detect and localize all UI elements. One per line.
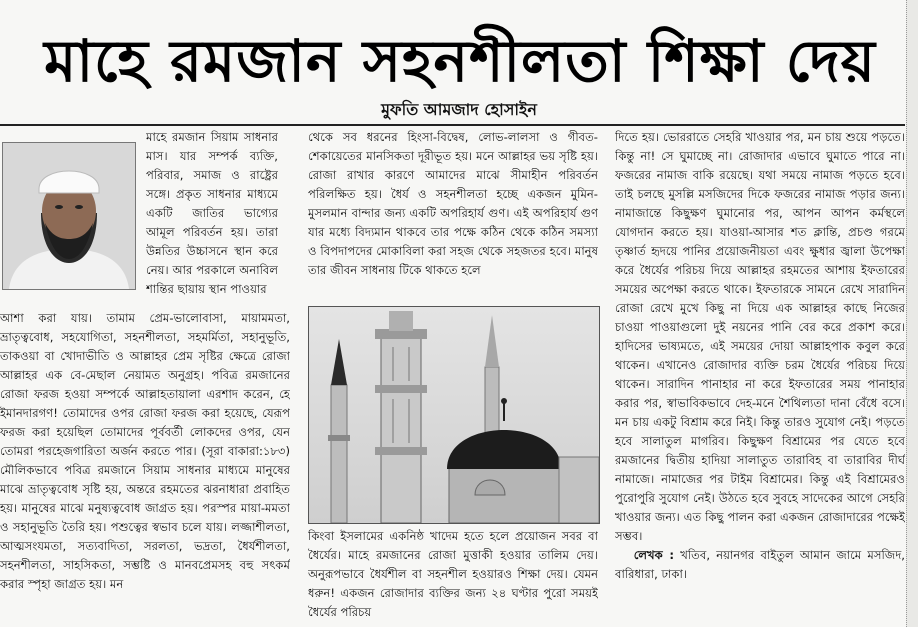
column-2-top-text: থেকে সব ধরনের হিংসা-বিদ্বেষ, লোভ-লালসা ও গীবত-শেকায়েতের মানসিকতা দূরীভূত হয়। মনে আল্লাহর ভয় সৃষ্টি হয়। রোজা রাখার কারণে আমাদের মাঝে সীমাহীন পরিবর্তন পরিলক্ষিত হয়। ধৈর্য ও সহনশীলতা হচ্ছে একজন মুমিন-মুসলমান বান্দার জন্য একটি অপরিহার্য গুণ। এই অপরিহার্য গুণ যার মধ্যে বিদ্যমান থাকবে তার পক্ষে কঠিন থেকে কঠিন সমস্যা ও বিপদাপদের মোকাবিলা করা সহজ থেকে সহজতর হবে। মানুষ তার জীবন সাধনায় টিকে থাকতে হলে (308, 130, 598, 277)
column-2-bottom-text: কিংবা ইসলামের একনিষ্ঠ খাদেম হতে হলে প্রয়োজন সবর বা ধৈর্যের। মাহে রমজানের রোজা মুত্তাকী হওয়ার তালিম দেয়। অনুরূপভাবে ধৈর্যশীল বা সহনশীল হওয়ারও শিক্ষা দেয়। যেমন ধরুন! একজন রোজাদার ব্যক্তির জন্য ২৪ ঘণ্টার পুরো সময়ই ধৈর্যের পরিচয় (308, 529, 598, 619)
header-rule (0, 124, 905, 126)
mosque-photo (308, 306, 600, 524)
headline: মাহে রমজান সহনশীলতা শিক্ষা দেয় (44, 27, 876, 95)
column-1-bottom-text: আশা করা যায়। তামাম প্রেম-ভালোবাসা, মায়ামমতা, ভ্রাতৃত্ববোধ, সহযোগিতা, সহনশীলতা, সহমর্মিতা, সহানুভূতি, তাকওয়া বা খোদাভীতি ও আল্লাহর প্রেম সৃষ্টির ক্ষেত্রে রোজা আল্লাহর এক বে-মেছাল নেয়ামত অনুগ্রহ। পবিত্র রমজানের রোজা ফরজ হওয়া সম্পর্কে আল্লাহতায়ালা এরশাদ করেন, হে ইমানদারগণ! তোমাদের ওপর রোজা ফরজ করা হয়েছে, যেরূপ ফরজ করা হয়েছিল তোমাদের পূর্ববর্তী লোকদের ওপর, যেন তোমরা পরহেজগারিতা অর্জন করতে পার। (সূরা বাকারা:১৮৩) মৌলিকভাবে পবিত্র রমজানে সিয়াম সাধনার মাধ্যমে মানুষের মাঝে ভ্রাতৃত্ববোধ সৃষ্টি হয়, অন্তরে রহমতের ঝরনাধারা প্রবাহিত হয়। মানুষের মাঝে মনুষ্যত্ববোধ জাগ্রত হয়। পরস্পর মায়া-মমতা ও সহানুভূতি তৈরি হয়। পশুত্বের স্বভাব চলে যায়। লজ্জাশীলতা, আত্মসংযমতা, সত্যবাদিতা, সরলতা, ভদ্রতা, ধৈর্যশীলতা, সহনশীলতা, সাহসিকতা, সম্ভষ্টি ও মানবপ্রেমসহ বহু সৎকর্ম করার স্পৃহা জাগ্রত হয়। মন (0, 311, 290, 591)
column-2-top (308, 128, 598, 300)
column-1-top (146, 128, 278, 303)
column-1-bottom (0, 309, 290, 627)
author-note (615, 546, 905, 584)
column-1-top-text: মাহে রমজান সিয়াম সাধনার মাস। যার সম্পর্ক ব্যক্তি, পরিবার, সমাজ ও রাষ্ট্রের সঙ্গে। প্রকৃত সাধনার মাধ্যমে একটি জাতির ভাগ্যের আমূল পরিবর্তন হয়। তারা উন্নতির উচ্চাসনে স্থান করে নেয়। আর পরকালে অনাবিল শান্তির ছায়ায় স্থান পাওয়ার (146, 130, 278, 296)
author-photo (2, 142, 136, 290)
author-info: খতিব, নয়ানগর বাইতুল আমান জামে মসজিদ, বারিধারা, ঢাকা। (615, 548, 905, 581)
page-edge (906, 0, 918, 627)
column-3-text: দিতে হয়। ভোররাতে সেহরি খাওয়ার পর, মন চায় শুয়ে পড়তে। কিন্তু না! সে ঘুমাচ্ছে না। রোজাদার এভাবে ঘুমাতে পারে না। ফজরের নামাজ বাকি রয়েছে। যথা সময়ে নামাজ পড়তে হবে। তাই চলছে মুসল্লি মসজিদের দিকে ফজরের নামাজ পড়ার জন্য। নামাজান্তে কিছুক্ষণ ঘুমানোর পর, আপন আপন কর্মস্থলে যোগদান করতে হয়। যাওয়া-আসার শত ক্লান্তি, প্রচণ্ড গরমে তৃষ্ণার্ত হৃদয়ে পানির প্রয়োজনীয়তা এবং ক্ষুধার জ্বালা উপেক্ষা করে ধৈর্যের পরিচয় দিয়ে আল্লাহর রহমতের আশায় ইফতারের সময়ের অপেক্ষা করতে থাকে। ইফতারকে সামনে রেখে সারাদিন রোজা রেখে মুখে কিছু না দিয়ে এক আল্লাহর কাছে নিজের চাওয়া পাওয়াগুলো দুই নয়নের পানি বের করে প্রকাশ করে। হাদিসের ভাষ্যমতে, এই সময়ের দোয়া আল্লাহপাক কবুল করে থাকেন। এখানেও রোজাদার ব্যক্তি চরম ধৈর্যের পরিচয় দিয়ে থাকেন। সারাদিন পানাহার না করে ইফতারের সময় পানাহার করার পর, স্বাভাবিকভাবে দেহ-মনে শৈথিল্যতা দানা বেঁধে বসে। মন চায় একটু বিশ্রাম করে নিই। কিন্তু তারও সুযোগ নেই। পড়তে হবে সালাতুল মাগরিব। কিছুক্ষণ বিশ্রামের পর যেতে হবে রমজানের দ্বিতীয় হাদিয়া সালাতুত তারাবিহ বা তারাবির দীর্ঘ নামাজে। নামাজের পর টাইম বিশ্রামের। কিন্তু এই বিশ্রামেরও পুরোপুরি সুযোগ নেই। উঠতে হবে সুবহে সাদেকের আগে সেহরি খাওয়ার জন্য। এত কিছু পালন করা একজন রোজাদারের পক্ষেই সম্ভব। (615, 130, 905, 543)
byline: মুফতি আমজাদ হোসাইন (381, 100, 537, 119)
column-2-bottom (308, 527, 598, 627)
column-3 (615, 128, 905, 627)
author-label: লেখক : (633, 548, 674, 562)
